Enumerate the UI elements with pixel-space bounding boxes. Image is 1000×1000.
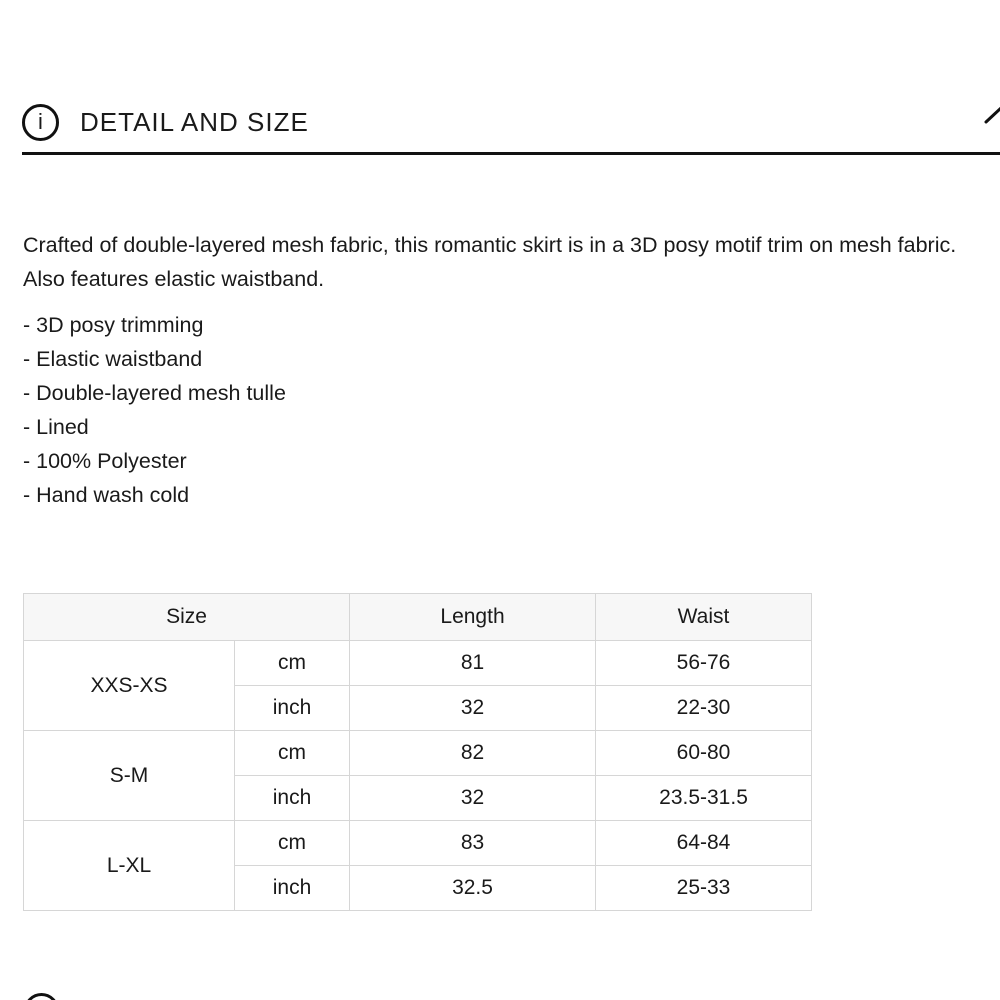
unit-label: cm: [235, 821, 350, 866]
table-row: [24, 821, 812, 866]
unit-label: inch: [235, 776, 350, 821]
column-header-waist: Waist: [596, 594, 812, 641]
size-label: L-XL: [24, 821, 235, 911]
unit-label: inch: [235, 686, 350, 731]
next-section-icon[interactable]: [24, 993, 59, 1000]
length-value: 32: [350, 686, 596, 731]
length-value: 83: [350, 821, 596, 866]
table-row: [24, 731, 812, 776]
feature-item: - 100% Polyester: [23, 449, 187, 473]
unit-label: cm: [235, 731, 350, 776]
unit-label: inch: [235, 866, 350, 911]
column-header-length: Length: [350, 594, 596, 641]
length-value: 32.5: [350, 866, 596, 911]
length-value: 81: [350, 641, 596, 686]
waist-value: 64-84: [596, 821, 812, 866]
detail-and-size-accordion-header[interactable]: [22, 92, 1000, 155]
feature-item: - Double-layered mesh tulle: [23, 381, 286, 405]
section-title: DETAIL AND SIZE: [80, 106, 309, 137]
unit-label: cm: [235, 641, 350, 686]
waist-value: 25-33: [596, 866, 812, 911]
info-icon: i: [22, 104, 59, 141]
product-description: Crafted of double-layered mesh fabric, this romantic skirt is in a 3D posy motif trim on mesh fabric. Also features elastic waistband.: [23, 232, 957, 291]
size-label: XXS-XS: [24, 641, 235, 731]
feature-item: - Elastic waistband: [23, 347, 203, 371]
waist-value: 23.5-31.5: [596, 776, 812, 821]
size-label: S-M: [24, 731, 235, 821]
chevron-up-icon[interactable]: [984, 105, 1000, 130]
feature-item: - Hand wash cold: [23, 483, 190, 507]
column-header-size: Size: [24, 594, 350, 641]
size-table-header-row: [24, 594, 812, 641]
length-value: 82: [350, 731, 596, 776]
waist-value: 22-30: [596, 686, 812, 731]
feature-item: - 3D posy trimming: [23, 313, 204, 337]
feature-item: - Lined: [23, 415, 89, 439]
table-row: [24, 641, 812, 686]
waist-value: 60-80: [596, 731, 812, 776]
waist-value: 56-76: [596, 641, 812, 686]
size-table: [23, 593, 812, 911]
feature-list: [23, 308, 286, 512]
length-value: 32: [350, 776, 596, 821]
